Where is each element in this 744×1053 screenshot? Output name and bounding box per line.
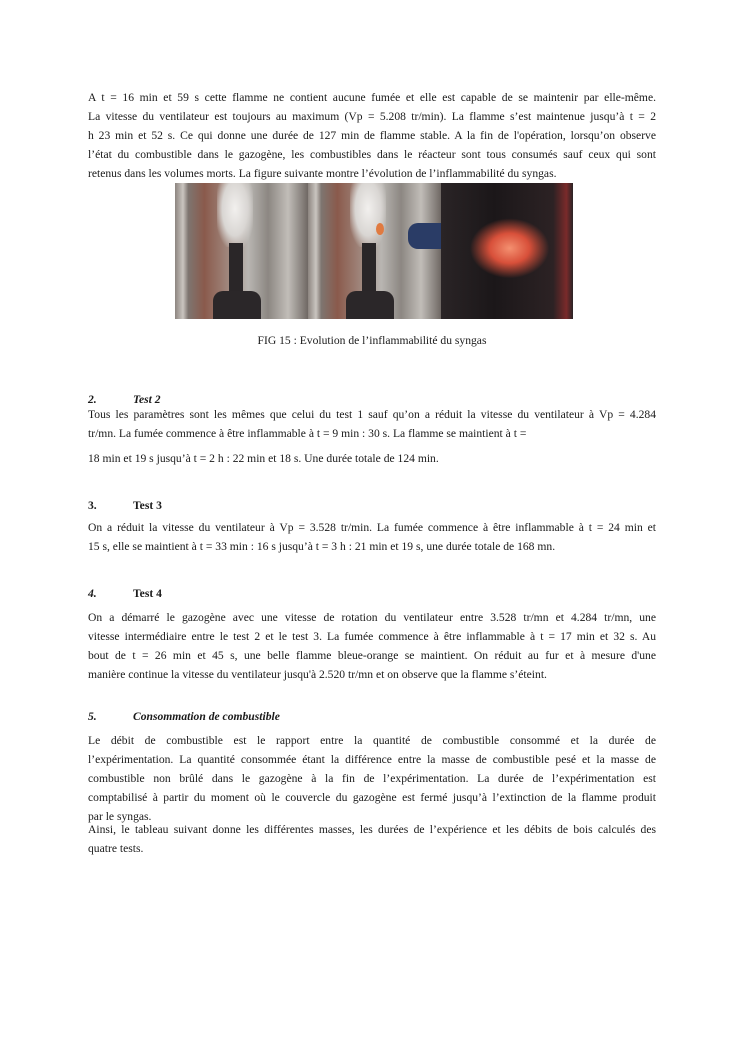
text-line: h 23 min et 52 s. Ce qui donne une durée de 127 min de flamme stable. A la fin de l'opération, lorsqu’on observe <box>88 129 656 142</box>
text-line: l’expérimentation. La quantité consommée étant la différence entre la masse de combustible pesé et la masse de <box>88 753 656 766</box>
text-line: Ainsi, le tableau suivant donne les différentes masses, les durées de l’expérience et les débits de bois calculés des <box>88 823 656 836</box>
section-number: 2. <box>88 393 97 406</box>
paragraph <box>88 731 656 826</box>
text-line: tr/mn. La fumée commence à être inflammable à t = 9 min : 30 s. La flamme se maintient à t = <box>88 427 527 440</box>
text-line: Tous les paramètres sont les mêmes que celui du test 1 sauf qu’on a réduit la vitesse du ventilateur à Vp = 4.284 <box>88 408 656 421</box>
paragraph <box>88 608 656 684</box>
paragraph <box>88 518 656 556</box>
text-line: l’état du combustible dans le gazogène, les combustibles dans le réacteur sont tous consumés sauf ceux qui sont <box>88 148 656 161</box>
text-line: combustible non brûlé dans le gazogène à la fin de l’expérimentation. La durée de l’expérimentation est <box>88 772 656 785</box>
photo-panel-smoke <box>175 183 308 319</box>
paragraph <box>88 449 656 468</box>
section-title: Test 2 <box>133 393 161 406</box>
section-title: Test 3 <box>133 499 162 512</box>
text-line: par le syngas. <box>88 810 152 823</box>
section-title: Consommation de combustible <box>133 710 280 723</box>
section-title: Test 4 <box>133 587 162 600</box>
section-number: 3. <box>88 499 97 512</box>
section-number: 4. <box>88 587 97 600</box>
figure-caption: FIG 15 : Evolution de l’inflammabilité du syngas <box>257 334 487 347</box>
text-line: 15 s, elle se maintient à t = 33 min : 16 s jusqu’à t = 3 h : 21 min et 19 s, une durée totale de 168 mn. <box>88 540 556 553</box>
text-line: bout de t = 26 min et 45 s, une belle flamme bleue-orange se maintient. On réduit au fur et à mesure d'une <box>88 649 656 662</box>
figure-photo <box>175 183 573 319</box>
text-line: On a démarré le gazogène avec une vitesse de rotation du ventilateur entre 3.528 tr/mn et 4.284 tr/mn, une <box>88 611 656 624</box>
text-line: 18 min et 19 s jusqu’à t = 2 h : 22 min et 18 s. Une durée totale de 124 min. <box>88 452 439 465</box>
text-line: A t = 16 min et 59 s cette flamme ne contient aucune fumée et elle est capable de se maintenir par elle-même. <box>88 91 656 104</box>
text-line: manière continue la vitesse du ventilateur jusqu'à 2.520 tr/mn et on observe que la flamme s’éteint. <box>88 668 547 681</box>
text-line: Le débit de combustible est le rapport entre la quantité de combustible consommé et la durée de <box>88 734 656 747</box>
photo-panel-ignition <box>308 183 441 319</box>
text-line: On a réduit la vitesse du ventilateur à Vp = 3.528 tr/min. La fumée commence à être inflammable à t = 24 min et <box>88 521 656 534</box>
text-line: retenus dans les volumes morts. La figure suivante montre l’évolution de l’inflammabilité du syngas. <box>88 167 557 180</box>
paragraph <box>88 820 656 858</box>
text-line: La vitesse du ventilateur est toujours au maximum (Vp = 5.208 tr/min). La flamme s’est maintenue jusqu’à t = 2 <box>88 110 656 123</box>
section-number: 5. <box>88 710 97 723</box>
paragraph <box>88 405 656 443</box>
photo-panel-flame <box>441 183 573 319</box>
text-line: comptabilisé à partir du moment où le couvercle du gazogène est fermé jusqu’à l’extinction de la flamme produit <box>88 791 656 804</box>
text-line: quatre tests. <box>88 842 144 855</box>
intro-paragraph <box>88 88 656 183</box>
text-line: vitesse intermédiaire entre le test 2 et le test 3. La fumée commence à être inflammable à t = 17 min et 32 s. Au <box>88 630 656 643</box>
